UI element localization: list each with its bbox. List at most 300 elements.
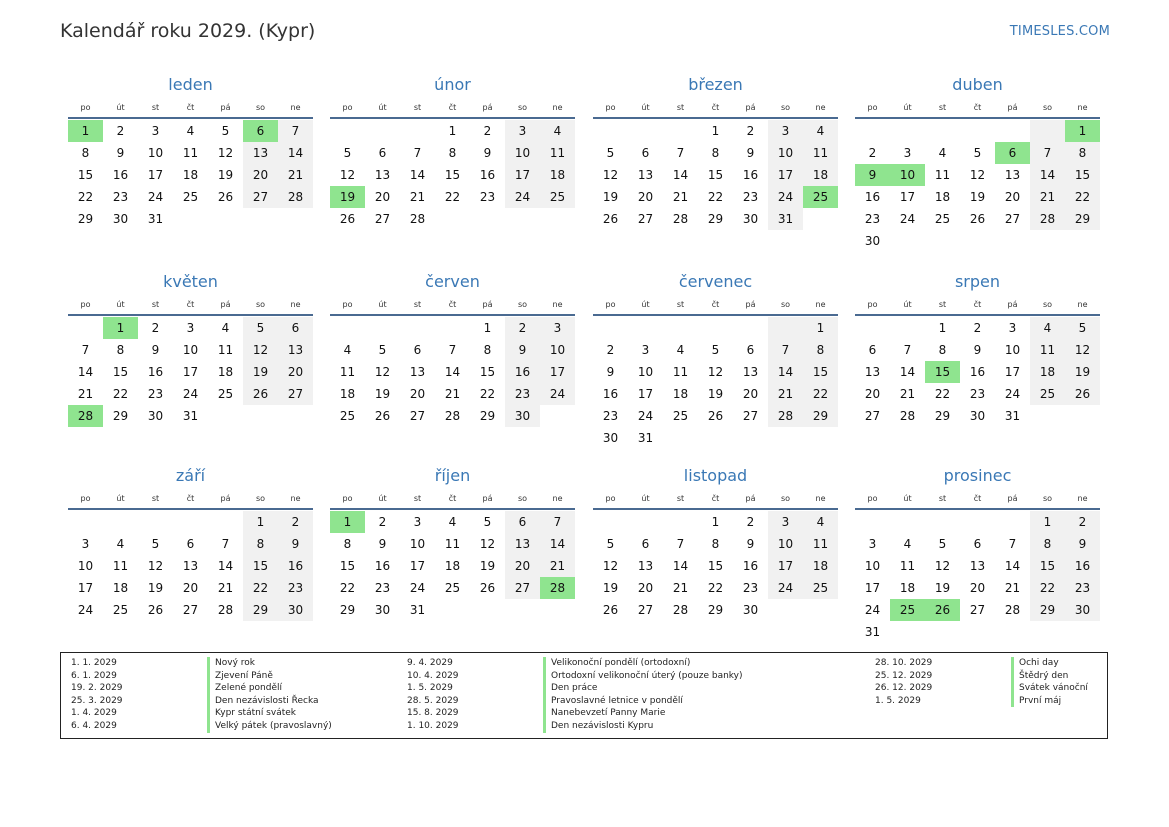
day-cell: 18 (540, 164, 575, 186)
legend-holiday-name: Den nezávislosti Kypru (543, 720, 653, 733)
weekday-label: ne (1077, 494, 1088, 503)
day-cell: 10 (768, 533, 803, 555)
legend-holiday-name: Štědrý den (1011, 670, 1068, 683)
day-cell: 29 (479, 409, 496, 423)
day-cell: 18 (803, 555, 838, 577)
day-cell: 7 (278, 120, 313, 142)
day-cell: 4 (448, 515, 457, 529)
weekday-header (593, 99, 838, 117)
day-cell: 3 (1008, 321, 1017, 335)
day-cell: 8 (243, 533, 278, 555)
legend-date: 25. 3. 2029 (71, 695, 123, 706)
weekday-label: st (938, 494, 947, 503)
day-cell: 25 (444, 581, 461, 595)
day-cell: 22 (934, 387, 951, 401)
day-cell: 16 (147, 365, 164, 379)
day-cell: 19 (479, 559, 496, 573)
day-cell: 11 (934, 168, 951, 182)
day-cell: 2 (606, 343, 615, 357)
day-cell: 20 (637, 581, 654, 595)
weekday-label: út (641, 300, 650, 309)
day-cell: 27 (409, 409, 426, 423)
legend-date: 19. 2. 2029 (71, 683, 123, 694)
brand-link[interactable]: TIMESLES.COM (1009, 24, 1110, 39)
day-cell: 16 (112, 168, 129, 182)
weekday-label: st (413, 494, 422, 503)
day-cell: 11 (672, 365, 689, 379)
day-cell: 13 (742, 365, 759, 379)
day-cell: 9 (973, 343, 982, 357)
day-cell: 25 (1030, 383, 1065, 405)
day-cell: 24 (540, 383, 575, 405)
day-cell: 21 (278, 164, 313, 186)
legend-row (397, 707, 743, 720)
weekday-label: ne (1077, 103, 1088, 112)
empty-cell (890, 317, 925, 339)
day-cell: 23 (479, 190, 496, 204)
day-cell: 13 (1004, 168, 1021, 182)
day-cell: 29 (707, 603, 724, 617)
day-cell: 9 (116, 146, 125, 160)
holiday-day-cell: 1 (1065, 120, 1100, 142)
day-cell: 9 (378, 537, 387, 551)
day-cell: 27 (1004, 212, 1021, 226)
day-cell: 19 (374, 387, 391, 401)
month-block (68, 465, 313, 621)
holiday-day-cell: 1 (68, 120, 103, 142)
day-cell: 21 (444, 387, 461, 401)
day-cell: 24 (768, 186, 803, 208)
weekday-label: so (780, 103, 791, 112)
weekday-label: út (641, 494, 650, 503)
month-block (593, 465, 838, 621)
month-name: květen (163, 272, 218, 291)
weekday-label: čt (448, 300, 457, 309)
month-divider (593, 314, 838, 316)
weekday-label: čt (973, 300, 982, 309)
weekday-label: čt (711, 103, 720, 112)
empty-cell (138, 511, 173, 533)
day-cell: 4 (903, 537, 912, 551)
weekday-label: so (255, 300, 266, 309)
day-cell: 30 (969, 409, 986, 423)
day-cell: 29 (112, 409, 129, 423)
day-cell: 8 (116, 343, 125, 357)
day-cell: 17 (77, 581, 94, 595)
day-cell: 3 (186, 321, 195, 335)
legend-holiday-name: Nový rok (207, 657, 255, 670)
day-cell: 15 (1065, 164, 1100, 186)
empty-cell (925, 511, 960, 533)
weekday-label: út (378, 103, 387, 112)
empty-cell (663, 317, 698, 339)
legend-date: 6. 1. 2029 (71, 670, 117, 681)
legend-date: 28. 5. 2029 (407, 695, 459, 706)
day-cell: 1 (711, 515, 720, 529)
day-cell: 9 (505, 339, 540, 361)
day-cell: 13 (409, 365, 426, 379)
day-cell: 1 (938, 321, 947, 335)
day-cell: 4 (803, 511, 838, 533)
day-cell: 8 (1030, 533, 1065, 555)
day-cell: 18 (112, 581, 129, 595)
day-cell: 14 (77, 365, 94, 379)
day-cell: 20 (243, 164, 278, 186)
page-title: Kalendář roku 2029. (Kypr) (60, 20, 316, 42)
day-cell: 16 (602, 387, 619, 401)
weekday-header (330, 490, 575, 508)
empty-cell (925, 120, 960, 142)
weekday-label: ne (815, 103, 826, 112)
legend-holiday-name: Den práce (543, 682, 597, 695)
day-grid (855, 511, 1100, 643)
day-cell: 29 (77, 212, 94, 226)
weekday-label: po (342, 103, 353, 112)
day-cell: 22 (1065, 186, 1100, 208)
day-cell: 5 (378, 343, 387, 357)
day-cell: 12 (602, 559, 619, 573)
day-cell: 10 (768, 142, 803, 164)
day-cell: 5 (711, 343, 720, 357)
weekday-label: so (1042, 494, 1053, 503)
weekday-label: pá (1007, 103, 1018, 112)
day-cell: 3 (413, 515, 422, 529)
day-cell: 24 (637, 409, 654, 423)
weekday-label: ne (815, 300, 826, 309)
day-cell: 27 (742, 409, 759, 423)
day-grid (68, 120, 313, 230)
holiday-day-cell: 9 (855, 164, 890, 186)
day-cell: 3 (768, 511, 803, 533)
empty-cell (593, 317, 628, 339)
day-cell: 19 (934, 581, 951, 595)
legend-holiday-name: Pravoslavné letnice v pondělí (543, 695, 683, 708)
day-cell: 27 (637, 603, 654, 617)
day-cell: 10 (637, 365, 654, 379)
day-cell: 6 (413, 343, 422, 357)
weekday-label: ne (1077, 300, 1088, 309)
day-cell: 20 (969, 581, 986, 595)
day-cell: 4 (540, 120, 575, 142)
empty-cell (400, 120, 435, 142)
day-cell: 7 (903, 343, 912, 357)
legend-row (61, 657, 332, 670)
day-cell: 17 (540, 361, 575, 383)
empty-cell (330, 317, 365, 339)
day-cell: 2 (868, 146, 877, 160)
day-cell: 29 (803, 405, 838, 427)
day-cell: 7 (768, 339, 803, 361)
day-cell: 14 (278, 142, 313, 164)
day-cell: 25 (803, 577, 838, 599)
day-cell: 28 (1004, 603, 1021, 617)
day-grid (855, 120, 1100, 252)
day-cell: 10 (540, 339, 575, 361)
day-cell: 18 (672, 387, 689, 401)
day-cell: 8 (803, 339, 838, 361)
day-cell: 7 (81, 343, 90, 357)
day-cell: 6 (378, 146, 387, 160)
empty-cell (593, 120, 628, 142)
day-cell: 28 (672, 603, 689, 617)
day-cell: 3 (81, 537, 90, 551)
day-cell: 31 (864, 625, 881, 639)
day-cell: 11 (540, 142, 575, 164)
legend-date: 1. 5. 2029 (875, 695, 921, 706)
weekday-label: ne (290, 103, 301, 112)
weekday-label: pá (482, 103, 493, 112)
day-cell: 5 (1065, 317, 1100, 339)
day-cell: 23 (147, 387, 164, 401)
empty-cell (768, 317, 803, 339)
day-cell: 11 (899, 559, 916, 573)
day-cell: 9 (606, 365, 615, 379)
day-cell: 16 (969, 365, 986, 379)
day-cell: 20 (864, 387, 881, 401)
day-cell: 4 (938, 146, 947, 160)
day-cell: 29 (934, 409, 951, 423)
weekday-label: út (378, 494, 387, 503)
day-cell: 20 (637, 190, 654, 204)
legend-date: 1. 10. 2029 (407, 720, 459, 731)
day-cell: 7 (676, 537, 685, 551)
day-cell: 3 (151, 124, 160, 138)
legend-row (61, 670, 332, 683)
day-cell: 21 (672, 190, 689, 204)
legend-date: 25. 12. 2029 (875, 670, 933, 681)
empty-cell (365, 120, 400, 142)
holiday-day-cell: 19 (330, 186, 365, 208)
day-cell: 13 (637, 168, 654, 182)
day-cell: 26 (374, 409, 391, 423)
weekday-label: čt (448, 103, 457, 112)
legend-date: 1. 1. 2029 (71, 658, 117, 668)
month-divider (68, 314, 313, 316)
day-cell: 7 (221, 537, 230, 551)
weekday-label: pá (1007, 300, 1018, 309)
day-cell: 8 (81, 146, 90, 160)
day-cell: 12 (479, 537, 496, 551)
weekday-label: pá (1007, 494, 1018, 503)
day-cell: 15 (77, 168, 94, 182)
day-cell: 30 (1065, 599, 1100, 621)
day-cell: 12 (147, 559, 164, 573)
day-cell: 19 (217, 168, 234, 182)
empty-cell (890, 120, 925, 142)
weekday-label: po (867, 494, 878, 503)
weekday-label: čt (711, 300, 720, 309)
day-cell: 3 (768, 120, 803, 142)
day-cell: 4 (343, 343, 352, 357)
day-cell: 29 (707, 212, 724, 226)
month-block (855, 74, 1100, 252)
day-cell: 10 (864, 559, 881, 573)
empty-cell (628, 317, 663, 339)
day-cell: 14 (672, 559, 689, 573)
day-cell: 24 (768, 577, 803, 599)
empty-cell (628, 511, 663, 533)
month-name: červenec (678, 272, 753, 291)
day-cell: 4 (803, 120, 838, 142)
day-cell: 7 (676, 146, 685, 160)
weekday-header (330, 296, 575, 314)
day-cell: 25 (217, 387, 234, 401)
empty-cell (960, 120, 995, 142)
weekday-label: pá (482, 494, 493, 503)
day-cell: 2 (116, 124, 125, 138)
weekday-label: po (80, 300, 91, 309)
weekday-label: po (80, 494, 91, 503)
day-cell: 27 (505, 577, 540, 599)
day-cell: 26 (147, 603, 164, 617)
day-cell: 6 (868, 343, 877, 357)
day-cell: 23 (374, 581, 391, 595)
weekday-header (68, 99, 313, 117)
month-divider (855, 508, 1100, 510)
month-divider (68, 508, 313, 510)
day-cell: 2 (483, 124, 492, 138)
day-cell: 21 (1030, 186, 1065, 208)
day-cell: 22 (77, 190, 94, 204)
day-cell: 5 (606, 146, 615, 160)
day-cell: 8 (448, 146, 457, 160)
day-cell: 6 (746, 343, 755, 357)
day-grid (330, 120, 575, 230)
day-cell: 16 (374, 559, 391, 573)
month-block (855, 465, 1100, 643)
day-cell: 2 (278, 511, 313, 533)
weekday-label: pá (745, 103, 756, 112)
month-divider (68, 117, 313, 119)
legend-holiday-name: Zjevení Páně (207, 670, 273, 683)
day-cell: 30 (147, 409, 164, 423)
day-cell: 15 (479, 365, 496, 379)
month-name: září (175, 466, 206, 485)
day-cell: 11 (444, 537, 461, 551)
month-block (330, 74, 575, 230)
day-cell: 10 (505, 142, 540, 164)
day-cell: 10 (182, 343, 199, 357)
day-cell: 20 (278, 361, 313, 383)
day-cell: 30 (112, 212, 129, 226)
day-cell: 9 (746, 146, 755, 160)
day-cell: 1 (711, 124, 720, 138)
day-cell: 30 (374, 603, 391, 617)
day-cell: 25 (112, 603, 129, 617)
empty-cell (365, 317, 400, 339)
holiday-day-cell: 26 (925, 599, 960, 621)
legend-holiday-name: Velikonoční pondělí (ortodoxní) (543, 657, 690, 670)
day-cell: 2 (151, 321, 160, 335)
day-cell: 25 (540, 186, 575, 208)
day-cell: 23 (505, 383, 540, 405)
month-block (855, 271, 1100, 427)
empty-cell (663, 511, 698, 533)
holiday-day-cell: 1 (330, 511, 365, 533)
day-cell: 2 (505, 317, 540, 339)
day-cell: 3 (641, 343, 650, 357)
legend-date: 6. 4. 2029 (71, 720, 117, 731)
day-cell: 1 (803, 317, 838, 339)
holiday-day-cell: 6 (995, 142, 1030, 164)
weekday-label: so (517, 494, 528, 503)
day-cell: 6 (973, 537, 982, 551)
day-cell: 14 (672, 168, 689, 182)
legend-holiday-name: První máj (1011, 695, 1061, 708)
weekday-label: so (255, 103, 266, 112)
day-cell: 22 (112, 387, 129, 401)
holiday-day-cell: 10 (890, 164, 925, 186)
legend-holiday-name: Nanebevzetí Panny Marie (543, 707, 665, 720)
legend-row (397, 695, 743, 708)
empty-cell (435, 317, 470, 339)
day-cell: 3 (903, 146, 912, 160)
day-cell: 16 (1065, 555, 1100, 577)
day-cell: 11 (339, 365, 356, 379)
day-cell: 13 (864, 365, 881, 379)
legend-date: 26. 12. 2029 (875, 683, 933, 694)
legend-holiday-name: Velký pátek (pravoslavný) (207, 720, 332, 733)
day-cell: 21 (409, 190, 426, 204)
day-cell: 24 (77, 603, 94, 617)
weekday-label: st (676, 300, 685, 309)
day-cell: 24 (505, 186, 540, 208)
empty-cell (173, 511, 208, 533)
day-cell: 21 (899, 387, 916, 401)
day-cell: 5 (606, 537, 615, 551)
day-cell: 13 (505, 533, 540, 555)
holiday-day-cell: 15 (925, 361, 960, 383)
weekday-label: pá (745, 300, 756, 309)
weekday-label: út (641, 103, 650, 112)
legend-date: 9. 4. 2029 (407, 658, 453, 668)
day-cell: 15 (243, 555, 278, 577)
day-grid (330, 511, 575, 621)
day-cell: 13 (374, 168, 391, 182)
weekday-header (330, 99, 575, 117)
weekday-label: ne (552, 300, 563, 309)
day-cell: 11 (182, 146, 199, 160)
month-name: listopad (683, 466, 748, 485)
legend-date: 1. 5. 2029 (407, 683, 453, 694)
day-cell: 14 (899, 365, 916, 379)
weekday-label: út (116, 103, 125, 112)
month-block (593, 74, 838, 230)
empty-cell (103, 511, 138, 533)
day-cell: 28 (899, 409, 916, 423)
weekday-label: ne (815, 494, 826, 503)
day-grid (330, 317, 575, 427)
day-cell: 19 (707, 387, 724, 401)
weekday-label: čt (186, 103, 195, 112)
day-cell: 7 (540, 511, 575, 533)
day-cell: 16 (742, 168, 759, 182)
day-cell: 1 (483, 321, 492, 335)
weekday-label: so (780, 494, 791, 503)
day-cell: 17 (899, 190, 916, 204)
holiday-day-cell: 28 (68, 405, 103, 427)
day-cell: 12 (969, 168, 986, 182)
month-name: leden (168, 75, 213, 94)
weekday-label: so (1042, 103, 1053, 112)
day-cell: 26 (707, 409, 724, 423)
empty-cell (890, 511, 925, 533)
month-block (330, 465, 575, 621)
month-name: duben (952, 75, 1003, 94)
weekday-label: po (342, 494, 353, 503)
day-cell: 17 (637, 387, 654, 401)
month-name: prosinec (943, 466, 1012, 485)
